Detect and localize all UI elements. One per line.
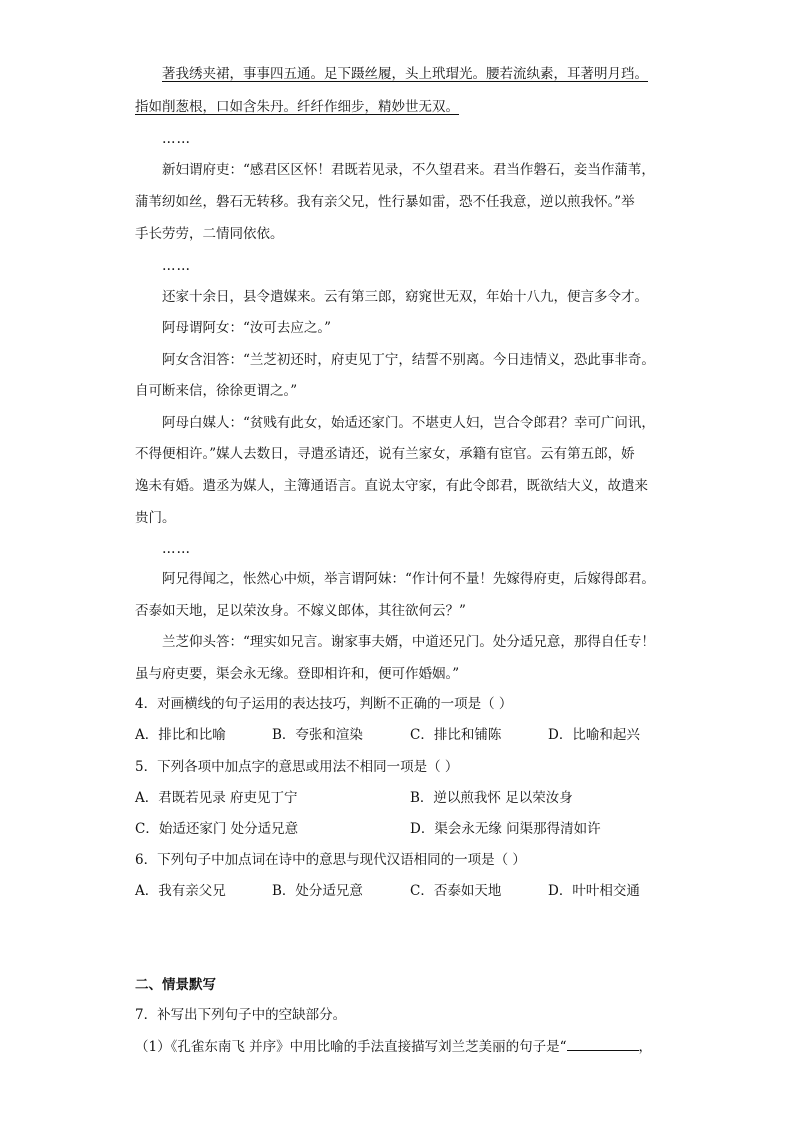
paragraph-line: 否泰如天地，足以荣汝身。不嫁义郎体，其往欲何云？”	[135, 603, 466, 619]
question-4-option-b: B．夸张和渲染	[272, 727, 363, 743]
paragraph-line: 逸未有婚。遣丞为媒人，主簿通语言。直说太守家，有此令郎君，既欲结大义，故遣来	[135, 478, 648, 494]
question-7-stem: 7．补写出下列句子中的空缺部分。	[135, 1007, 347, 1023]
answer-blank[interactable]	[567, 1036, 639, 1051]
question-5-stem: 5．下列各项中加点字的意思或用法不相同一项是（ ）	[135, 759, 459, 775]
question-7-item-1-text: （1）《孔雀东南飞 并序》中用比喻的手法直接描写刘兰芝美丽的句子是“	[135, 1039, 567, 1055]
question-6-option-a: A．我有亲父兄	[135, 883, 226, 899]
question-6-option-b: B．处分适兄意	[272, 883, 363, 899]
question-5-option-b: B．逆以煎我怀 足以荣汝身	[410, 790, 573, 806]
question-5-option-a: A．君既若见录 府吏见丁宁	[135, 790, 298, 806]
underlined-line-2: 指如削葱根，口如含朱丹。纤纤作细步，精妙世无双。	[135, 99, 459, 115]
paragraph-line: 手长劳劳，二情同依依。	[135, 226, 284, 242]
section-heading: 二、情景默写	[135, 977, 216, 993]
paragraph-line: 贵门。	[135, 510, 176, 526]
question-4-option-d: D．比喻和起兴	[548, 727, 640, 743]
ellipsis: ……	[162, 541, 191, 557]
ellipsis: ……	[162, 131, 191, 147]
question-4-option-a: A．排比和比喻	[135, 727, 226, 743]
question-4-stem: 4．对画横线的句子运用的表达技巧，判断不正确的一项是（ ）	[135, 696, 513, 712]
paragraph-line: 自可断来信，徐徐更谓之。”	[135, 383, 298, 399]
question-7-item-1	[135, 1036, 695, 1057]
question-4-option-c: C．排比和铺陈	[410, 727, 502, 743]
question-5-option-d: D．渠会永无缘 问渠那得清如许	[410, 821, 601, 837]
ellipsis: ……	[162, 258, 191, 274]
paragraph-line: 不得便相许。”媒人去数日，寻遣丞请还，说有兰家女，承籍有宦官。云有第五郎，娇	[135, 446, 635, 462]
question-6-stem: 6．下列句子中加点词在诗中的意思与现代汉语相同的一项是（ ）	[135, 852, 526, 868]
paragraph-line: 虽与府吏要，渠会永无缘。登即相许和，便可作婚姻。”	[135, 666, 460, 682]
paragraph-line: 新妇谓府吏：“感君区区怀！君既若见录，不久望君来。君当作磐石，妾当作蒲苇，	[162, 162, 655, 178]
question-5-option-c: C．始适还家门 处分适兄意	[135, 821, 299, 837]
paragraph-line: 阿女含泪答：“兰芝初还时，府吏见丁宁，结誓不别离。今日违情义，恐此事非奇。	[162, 352, 655, 368]
question-6-option-d: D．叶叶相交通	[548, 883, 640, 899]
paragraph-line: 阿母白媒人：“贫贱有此女，始适还家门。不堪吏人妇，岂合令郎君？幸可广问讯，	[162, 415, 655, 431]
question-7-item-1-suffix: ，	[638, 1039, 653, 1055]
paragraph-line: 兰芝仰头答：“理实如兄言。谢家事夫婿，中道还兄门。处分适兄意，那得自任专！	[162, 634, 655, 650]
paragraph-line: 阿兄得闻之，怅然心中烦，举言谓阿妹：“作计何不量！先嫁得府吏，后嫁得郎君。	[162, 571, 655, 587]
paragraph-line: 阿母谓阿女：“汝可去应之。”	[162, 320, 332, 336]
paragraph-line: 蒲苇纫如丝，磐石无转移。我有亲父兄，性行暴如雷，恐不任我意，逆以煎我怀。”举	[135, 194, 635, 210]
question-6-option-c: C．否泰如天地	[410, 883, 502, 899]
underlined-line-1: 著我绣夹裙，事事四五通。足下蹑丝履，头上玳瑁光。腰若流纨素，耳著明月珰。	[162, 66, 648, 82]
paragraph-line: 还家十余日，县令遣媒来。云有第三郎，窈窕世无双，年始十八九，便言多令才。	[162, 289, 648, 305]
